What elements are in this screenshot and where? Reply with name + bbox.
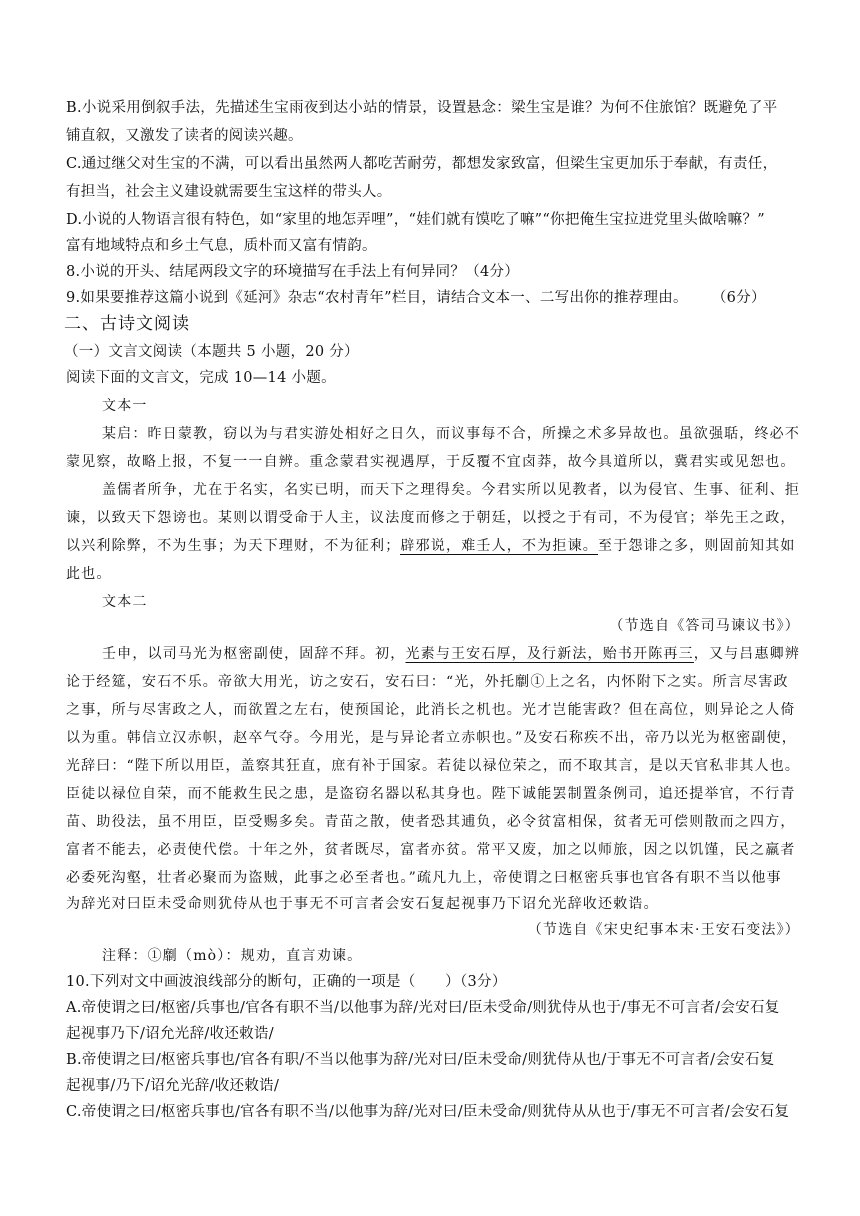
option-b-line-1: B.小说采用倒叙手法，先描述生宝雨夜到达小站的情景，设置悬念：梁生宝是谁？为何不住旅馆？既避免了平 xyxy=(66,100,778,116)
annotation-note: 注释：①劘（mò）：规劝，直言劝谏。 xyxy=(102,948,363,964)
text2-line-8: 富者不能去，必责使代偿。十年之外，贫者既尽，富者亦贫。常平又废，加之以师旅，因之以饥馑，民之羸者 xyxy=(66,842,796,858)
section-subtitle: （一）文言文阅读（本题共 5 小题，20 分） xyxy=(64,344,359,360)
text2-source: （节选自《宋史纪事本末·王安石变法》） xyxy=(527,922,800,938)
text2-line-1 xyxy=(102,644,800,664)
question-8: 8.小说的开头、结尾两段文字的环境描写在手法上有何异同？（4分） xyxy=(66,264,520,280)
text2-line-3: 之事，所与尽害政之人，而欲置之左右，使预国论，此消长之机也。光才岂能害政？但在高位，则异论之人倚 xyxy=(66,702,796,718)
option-a-line-2: 起视事乃下/诏允光辞/收还敕诰/ xyxy=(66,1026,274,1042)
text2-line-2: 论于经筵，安石不乐。帝欲大用光，访之安石，安石曰：“光，外托劘①上之名，内怀附下之实。所言尽害政 xyxy=(66,674,789,690)
underlined-phrase: 光素与王安石厚，及行新法，贻书开陈再三 xyxy=(405,646,694,662)
text1-line3-start: 以兴利除弊，不为生事；为天下理财，不为征利； xyxy=(66,538,401,554)
text1-label: 文本一 xyxy=(102,398,148,414)
underlined-sentence: 辟邪说，难壬人，不为拒谏。 xyxy=(400,538,599,554)
text2-line-6: 臣徒以禄位自荣，而不能救生民之患，是盗窃名器以私其身也。陛下诚能罢制置条例司，追还提举官，不行青 xyxy=(66,786,796,802)
option-d-line-1: D.小说的人物语言很有特色，如“家里的地怎弄哩”，“娃们就有馍吃了嘛”“你把俺生宝拉进党里头做啥嘛？” xyxy=(66,212,765,228)
text1-para2-line-2: 谏，以致天下怨谤也。某则以谓受命于人主，议法度而修之于朝廷，以授之于有司，不为侵官；举先王之政， xyxy=(66,510,796,526)
text1-source: （节选自《答司马谏议书》） xyxy=(609,618,800,634)
text1-para2-line-3 xyxy=(66,536,796,556)
text2-line1-start: 壬申，以司马光为枢密副使，固辞不拜。初， xyxy=(102,646,406,662)
option-b2-line-1: B.帝使谓之曰/枢密兵事也/官各有职/不当以他事为辞/光对曰/臣未受命/则犹侍从也/于事无不可言者/会安石复 xyxy=(66,1052,775,1068)
option-b-line-2: 铺直叙，又激发了读者的阅读兴趣。 xyxy=(66,128,303,144)
section-title: 二、古诗文阅读 xyxy=(64,314,190,334)
text2-line-9: 必委死沟壑，壮者必聚而为盗贼，此事之必至者也。”疏凡九上，帝使谓之曰枢密兵事也官各有职不当以他事 xyxy=(66,870,782,886)
text1-line3-end: 至于怨诽之多，则固前知其如 xyxy=(598,538,796,554)
option-d-line-2: 富有地域特点和乡土气息，质朴而又富有情韵。 xyxy=(66,238,377,254)
section-instruction: 阅读下面的文言文，完成 10—14 小题。 xyxy=(66,370,336,386)
question-9-score: （6分） xyxy=(711,290,766,306)
option-a-line-1: A.帝使谓之曰/枢密/兵事也/官各有职不当/以他事为辞/光对曰/臣未受命/则犹侍从也于/事无不可言者/会安石复 xyxy=(66,1000,780,1016)
text2-line-4: 以为重。韩信立汉赤帜，赵卒气夺。今用光，是与异论者立赤帜也。”及安石称疾不出，帝乃以光为枢密副使， xyxy=(66,730,797,746)
text2-line-5: 光辞曰：“陛下所以用臣，盖察其狂直，庶有补于国家。若徒以禄位荣之，而不取其言，是以天官私非其人也。 xyxy=(66,758,800,774)
option-c-line-1: C.通过继父对生宝的不满，可以看出虽然两人都吃苦耐劳，都想发家致富，但梁生宝更加乐于奉献，有责任， xyxy=(66,156,778,172)
text2-line-10: 为辞光对曰臣未受命则犹侍从也于事无不可言者会安石复起视事乃下诏允光辞收还敕诰。 xyxy=(66,896,659,912)
option-b2-line-2: 起视事/乃下/诏允光辞/收还敕诰/ xyxy=(66,1078,280,1094)
text1-para2-line-4: 此也。 xyxy=(66,566,112,582)
question-10-stem: 10.下列对文中画波浪线部分的断句，正确的一项是（ ）（3分） xyxy=(66,974,507,990)
question-9-text: 9.如果要推荐这篇小说到《延河》杂志“农村青年”栏目，请结合文本一、二写出你的推荐理由。 xyxy=(66,290,688,306)
text1-para1-line-2: 蒙见察，故略上报，不复一一自辨。重念蒙君实视遇厚，于反覆不宜卤莽，故今具道所以，冀君实或见恕也。 xyxy=(66,454,796,470)
text2-label: 文本二 xyxy=(102,594,148,610)
question-9 xyxy=(66,288,766,308)
option-c-line-2: 有担当，社会主义建设就需要生宝这样的带头人。 xyxy=(66,184,392,200)
text2-line1-end: ，又与吕惠卿辨 xyxy=(693,646,800,662)
option-c2-line-1: C.帝使谓之曰/枢密兵事也/官各有职不当/以他事为辞/光对曰/臣未受命/则犹侍从从也于/事无不可言者/会安石复 xyxy=(66,1104,790,1120)
text2-line-7: 苗、助役法，虽不用臣，臣受赐多矣。青苗之散，使者恐其逋负，必令贫富相保，贫者无可偿则散而之四方， xyxy=(66,814,796,830)
text1-para1-line-1: 某启：昨日蒙教，窃以为与君实游处相好之日久，而议事每不合，所操之术多异故也。虽欲强聒，终必不 xyxy=(102,426,800,442)
text1-para2-line-1: 盖儒者所争，尤在于名实，名实已明，而天下之理得矣。今君实所以见教者，以为侵官、生事、征利、拒 xyxy=(102,482,800,498)
